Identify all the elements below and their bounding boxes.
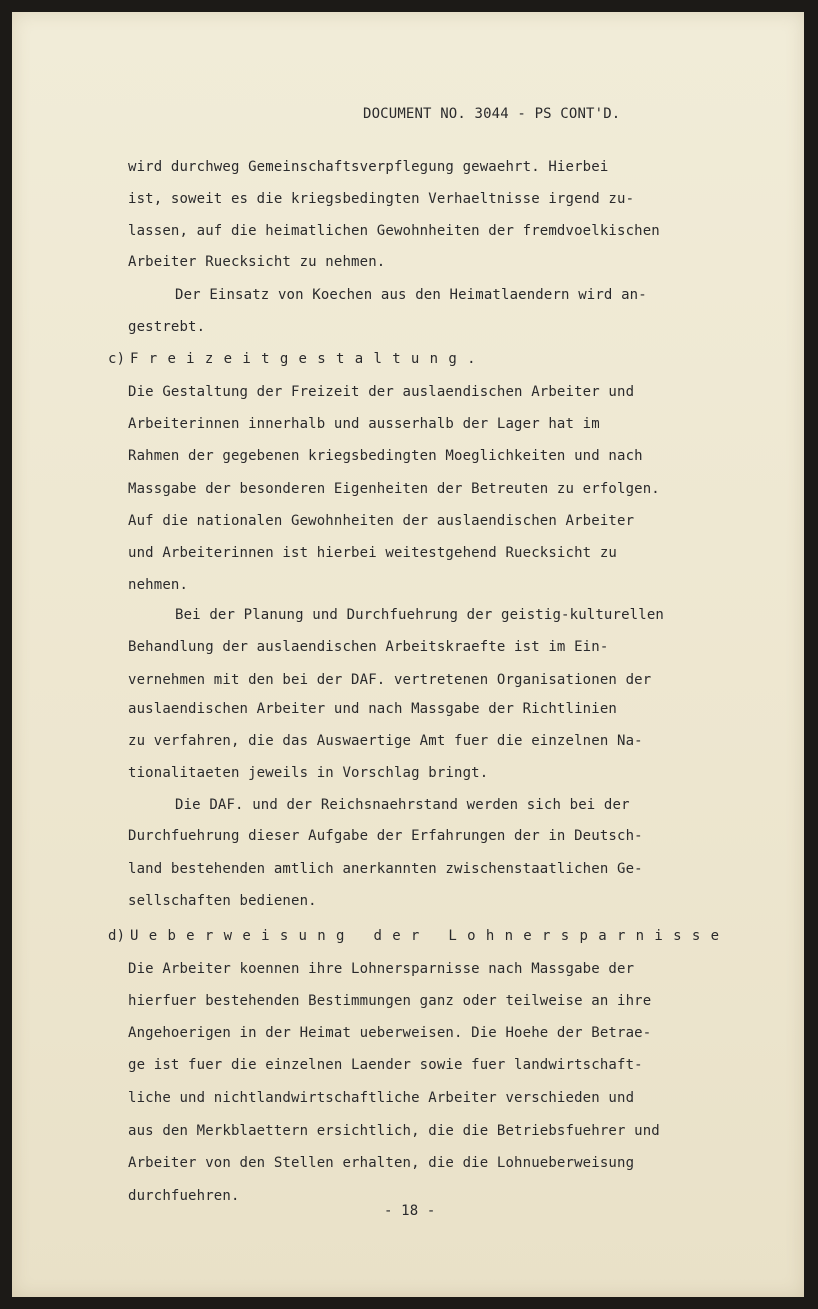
text-line: lassen, auf die heimatlichen Gewohnheiten der fremdvoelkischen [128,223,660,239]
section-heading-freizeit: Freizeitgestaltung. [130,351,486,367]
text-line: Die DAF. und der Reichsnaehrstand werden sich bei der [175,797,630,813]
page-number: - 18 - [384,1203,436,1219]
text-line: Die Gestaltung der Freizeit der auslaendischen Arbeiter und [128,384,635,400]
text-line: hierfuer bestehenden Bestimmungen ganz oder teilweise an ihre [128,993,652,1009]
text-line: ist, soweit es die kriegsbedingten Verhaeltnisse irgend zu- [128,191,635,207]
text-line: Bei der Planung und Durchfuehrung der geistig-kulturellen [175,607,664,623]
text-line: Arbeiter von den Stellen erhalten, die die Lohnueberweisung [128,1155,635,1171]
text-line: land bestehenden amtlich anerkannten zwischenstaatlichen Ge- [128,861,643,877]
text-line: liche und nichtlandwirtschaftliche Arbeiter verschieden und [128,1090,635,1106]
text-line: ge ist fuer die einzelnen Laender sowie fuer landwirtschaft- [128,1057,643,1073]
text-line: nehmen. [128,577,189,593]
text-line: Auf die nationalen Gewohnheiten der auslaendischen Arbeiter [128,513,635,529]
section-heading-lohnersparnisse: Ueberweisung der Lohnersparnisse [130,928,730,944]
text-line: wird durchweg Gemeinschaftsverpflegung gewaehrt. Hierbei [128,159,609,175]
text-line: zu verfahren, die das Auswaertige Amt fuer die einzelnen Na- [128,733,643,749]
section-marker-d: d) [108,928,126,944]
document-header: DOCUMENT NO. 3044 - PS CONT'D. [363,106,621,122]
text-line: Arbeiterinnen innerhalb und ausserhalb der Lager hat im [128,416,600,432]
text-line: und Arbeiterinnen ist hierbei weitestgehend Ruecksicht zu [128,545,617,561]
text-line: vernehmen mit den bei der DAF. vertretenen Organisationen der [128,672,652,688]
text-line: Der Einsatz von Koechen aus den Heimatlaendern wird an- [175,287,647,303]
text-line: tionalitaeten jeweils in Vorschlag bringt. [128,765,489,781]
text-line: Arbeiter Ruecksicht zu nehmen. [128,254,386,270]
text-line: sellschaften bedienen. [128,893,317,909]
text-line: auslaendischen Arbeiter und nach Massgabe der Richtlinien [128,701,617,717]
text-line: Massgabe der besonderen Eigenheiten der Betreuten zu erfolgen. [128,481,660,497]
section-marker-c: c) [108,351,126,367]
text-line: gestrebt. [128,319,206,335]
text-line: Angehoerigen in der Heimat ueberweisen. Die Hoehe der Betrae- [128,1025,652,1041]
text-line: Durchfuehrung dieser Aufgabe der Erfahrungen der in Deutsch- [128,828,643,844]
text-line: Rahmen der gegebenen kriegsbedingten Moeglichkeiten und nach [128,448,643,464]
text-line: Die Arbeiter koennen ihre Lohnersparnisse nach Massgabe der [128,961,635,977]
text-line: durchfuehren. [128,1188,240,1204]
text-line: aus den Merkblaettern ersichtlich, die die Betriebsfuehrer und [128,1123,660,1139]
text-line: Behandlung der auslaendischen Arbeitskraefte ist im Ein- [128,639,609,655]
